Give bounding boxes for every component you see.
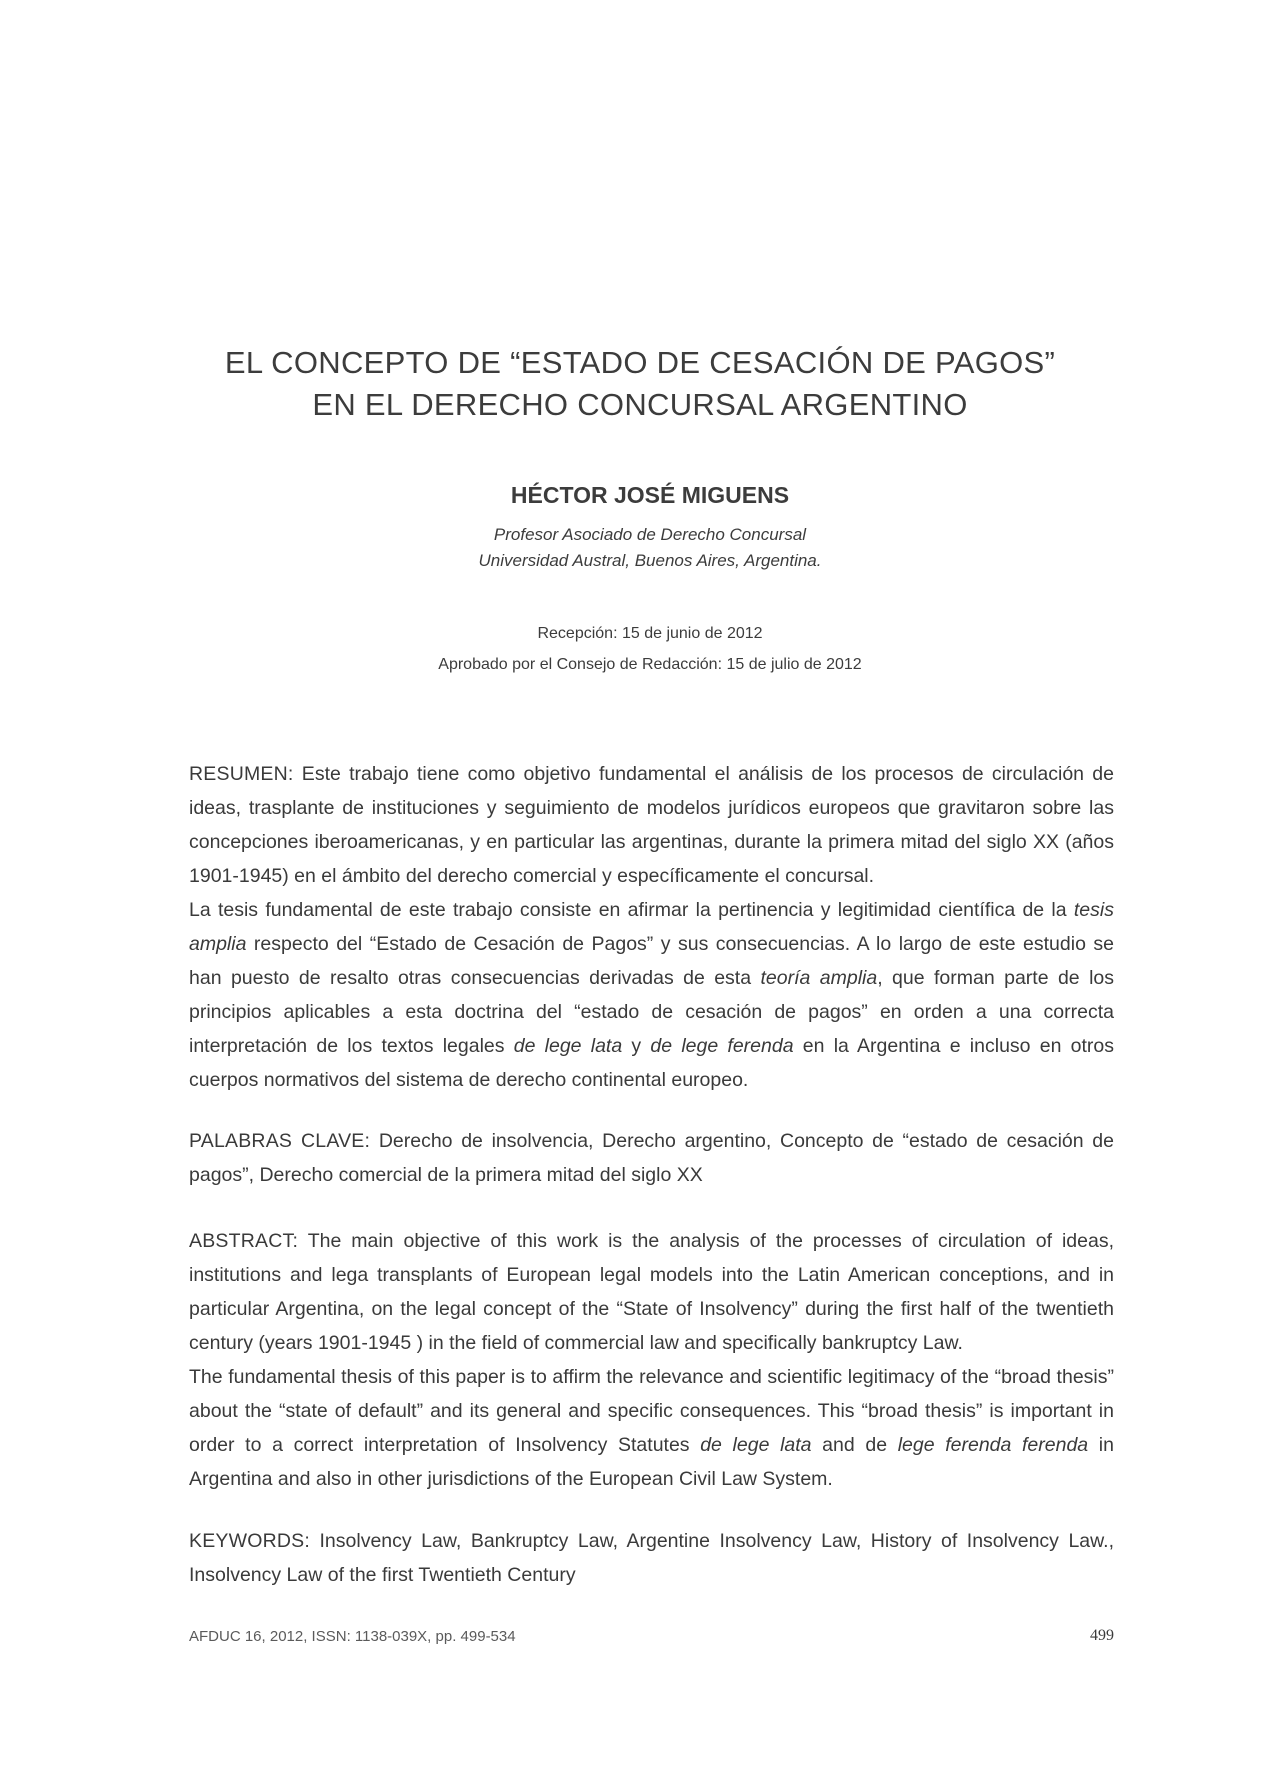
keywords-text: Insolvency Law, Bankruptcy Law, Argentine Insolvency Law, History of Insolvency Law., Insolvency Law of the first Twentieth Century: [189, 1530, 1114, 1586]
palabras-clave-paragraph: [189, 1124, 1114, 1192]
submission-dates: [0, 618, 1280, 680]
palabras-clave-section: [189, 1124, 1114, 1192]
author-position: Profesor Asociado de Derecho Concursal: [493, 525, 807, 544]
abstract-italic-1: de lege lata: [700, 1434, 812, 1456]
footer-citation: AFDUC 16, 2012, ISSN: 1138-039X, pp. 499-534: [189, 1628, 516, 1645]
keywords-paragraph: [189, 1524, 1114, 1592]
keywords-section: [189, 1524, 1114, 1592]
abstract-label: ABSTRACT:: [189, 1230, 299, 1252]
resumen-text-2d: y: [622, 1035, 651, 1057]
keywords-label: KEYWORDS:: [189, 1530, 310, 1552]
resumen-italic-3: de lege lata: [513, 1035, 623, 1057]
received-date: Recepción: 15 de junio de 2012: [537, 625, 763, 642]
abstract-text-1: The main objective of this work is the analysis of the processes of circulation of ideas, institutions and lega transplants of European legal models into the Latin American conceptions, and in particular Argentina, on the legal concept of the “State of Insolvency” during the first half of the twentieth century (years 1901-1945 ) in the field of commercial law and specifically bankruptcy Law.: [189, 1230, 1114, 1354]
palabras-clave-label: PALABRAS CLAVE:: [189, 1130, 371, 1152]
abstract-text-2a: The fundamental thesis of this paper is to affirm the relevance and scientific legitimacy of the “broad thesis” about the “state of default” and its general and specific consequences. This “broad thesis” is important in order to a correct interpretation of Insolvency Statutes: [189, 1366, 1114, 1456]
abstract-paragraph-1: [189, 1224, 1114, 1360]
page-number: 499: [1090, 1627, 1114, 1644]
paper-title: [0, 342, 1280, 426]
resumen-section: [189, 757, 1114, 1097]
resumen-text-1: Este trabajo tiene como objetivo fundamental el análisis de los procesos de circulación de ideas, trasplante de instituciones y seguimiento de modelos jurídicos europeos que gravitaron sobre las concepciones iberoamericanas, y en particular las argentinas, durante la primera mitad del siglo XX (años 1901-1945) en el ámbito del derecho comercial y específicamente el concursal.: [189, 763, 1114, 887]
resumen-italic-4: de lege ferenda: [650, 1035, 794, 1057]
abstract-text-2c: in Argentina and also in other jurisdictions of the European Civil Law System.: [189, 1434, 1114, 1490]
resumen-text-2a: La tesis fundamental de este trabajo consiste en afirmar la pertinencia y legitimidad científica de la: [189, 899, 1074, 921]
abstract-italic-2: lege ferenda ferenda: [897, 1434, 1089, 1456]
title-line-1: EL CONCEPTO DE “ESTADO DE CESACIÓN DE PAGOS”: [224, 345, 1056, 380]
title-line-2: EN EL DERECHO CONCURSAL ARGENTINO: [312, 387, 968, 422]
resumen-text-2c: , que forman parte de los principios aplicables a esta doctrina del “estado de cesación de pagos” en orden a una correcta interpretación de los textos legales: [189, 967, 1114, 1057]
resumen-italic-2: teoría amplia: [760, 967, 878, 989]
abstract-section: [189, 1224, 1114, 1496]
resumen-paragraph-2: [189, 893, 1114, 1097]
approved-date: Aprobado por el Consejo de Redacción: 15 de julio de 2012: [438, 656, 862, 673]
resumen-text-2e: en la Argentina e incluso en otros cuerpos normativos del sistema de derecho continental europeo.: [189, 1035, 1115, 1091]
resumen-paragraph-1: [189, 757, 1114, 893]
resumen-italic-1: tesis amplia: [189, 899, 1114, 955]
palabras-clave-text: Derecho de insolvencia, Derecho argentino, Concepto de “estado de cesación de pagos”, Derecho comercial de la primera mitad del siglo XX: [189, 1130, 1114, 1186]
resumen-label: RESUMEN:: [189, 763, 294, 785]
abstract-paragraph-2: [189, 1360, 1114, 1496]
author-affiliation: [0, 522, 1280, 574]
author-name: HÉCTOR JOSÉ MIGUENS: [510, 482, 790, 508]
resumen-text-2b: respecto del “Estado de Cesación de Pagos” y sus consecuencias. A lo largo de este estudio se han puesto de resalto otras consecuencias derivadas de esta: [189, 933, 1114, 989]
author-institution: Universidad Austral, Buenos Aires, Argentina.: [478, 551, 822, 570]
abstract-text-2b: and de: [811, 1434, 898, 1456]
